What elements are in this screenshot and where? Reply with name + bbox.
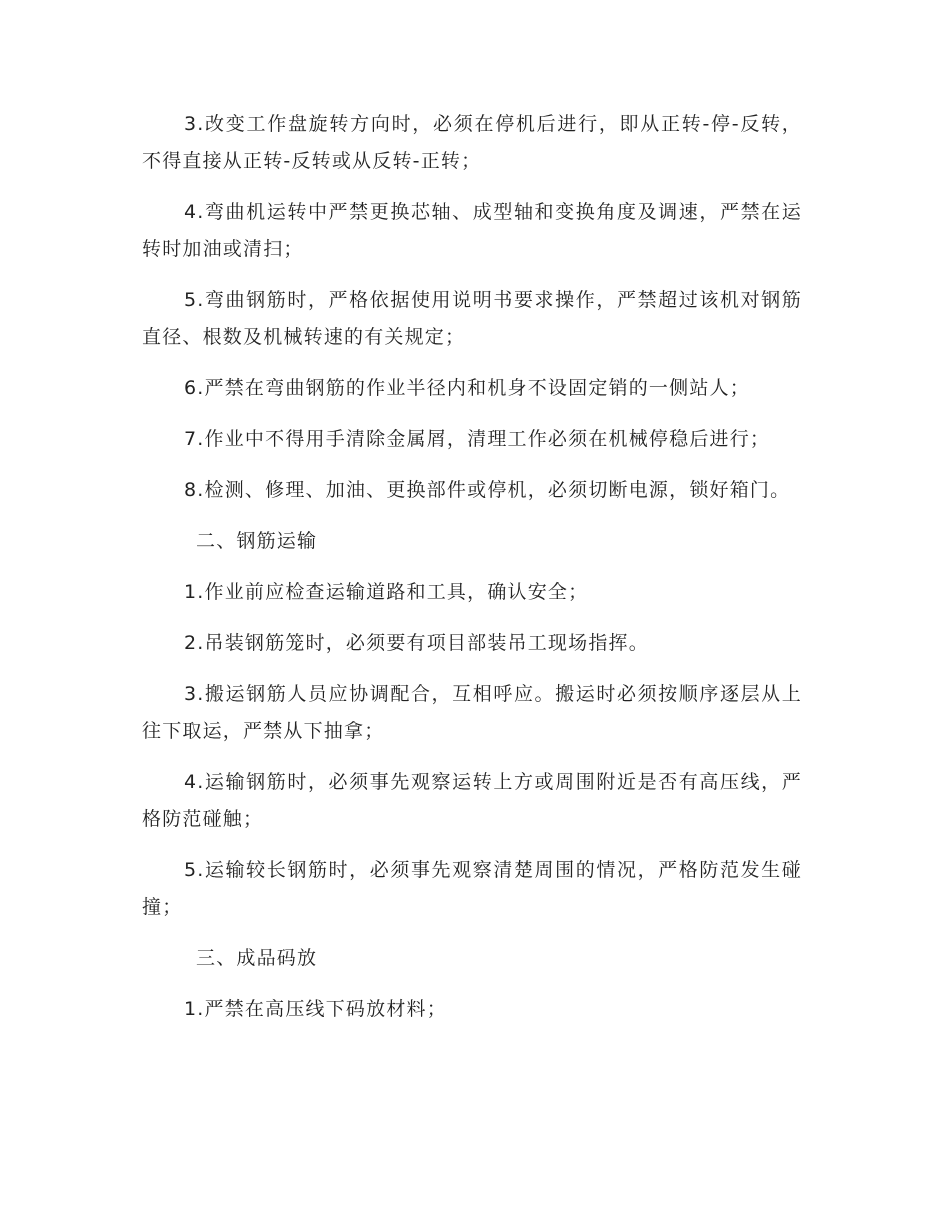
- paragraph-item: 2.吊装钢筋笼时，必须要有项目部装吊工现场指挥。: [184, 632, 649, 654]
- section-heading: 三、成品码放: [196, 947, 318, 969]
- document-body: [142, 106, 802, 1042]
- paragraph-item: 3.改变工作盘旋转方向时，必须在停机后进行，即从正转-停-反转，不得直接从正转-反转或从反转-正转；: [142, 113, 802, 172]
- paragraph-item: 5.弯曲钢筋时，严格依据使用说明书要求操作，严禁超过该机对钢筋直径、根数及机械转速的有关规定；: [142, 289, 802, 348]
- paragraph-item: 4.运输钢筋时，必须事先观察运转上方或周围附近是否有高压线，严格防范碰触；: [142, 771, 802, 830]
- paragraph-item: 6.严禁在弯曲钢筋的作业半径内和机身不设固定销的一侧站人；: [184, 377, 750, 399]
- paragraph-item: 4.弯曲机运转中严禁更换芯轴、成型轴和变换角度及调速，严禁在运转时加油或清扫；: [142, 201, 802, 260]
- paragraph-item: 3.搬运钢筋人员应协调配合，互相呼应。搬运时必须按顺序逐层从上往下取运，严禁从下抽拿；: [142, 683, 802, 742]
- paragraph-item: 1.作业前应检查运输道路和工具，确认安全；: [184, 581, 589, 603]
- paragraph-item: 1.严禁在高压线下码放材料；: [184, 998, 447, 1020]
- paragraph-item: 8.检测、修理、加油、更换部件或停机，必须切断电源，锁好箱门。: [184, 479, 791, 501]
- paragraph-item: 7.作业中不得用手清除金属屑，清理工作必须在机械停稳后进行；: [184, 428, 771, 450]
- section-heading: 二、钢筋运输: [196, 530, 318, 552]
- paragraph-item: 5.运输较长钢筋时，必须事先观察清楚周围的情况，严格防范发生碰撞；: [142, 859, 802, 918]
